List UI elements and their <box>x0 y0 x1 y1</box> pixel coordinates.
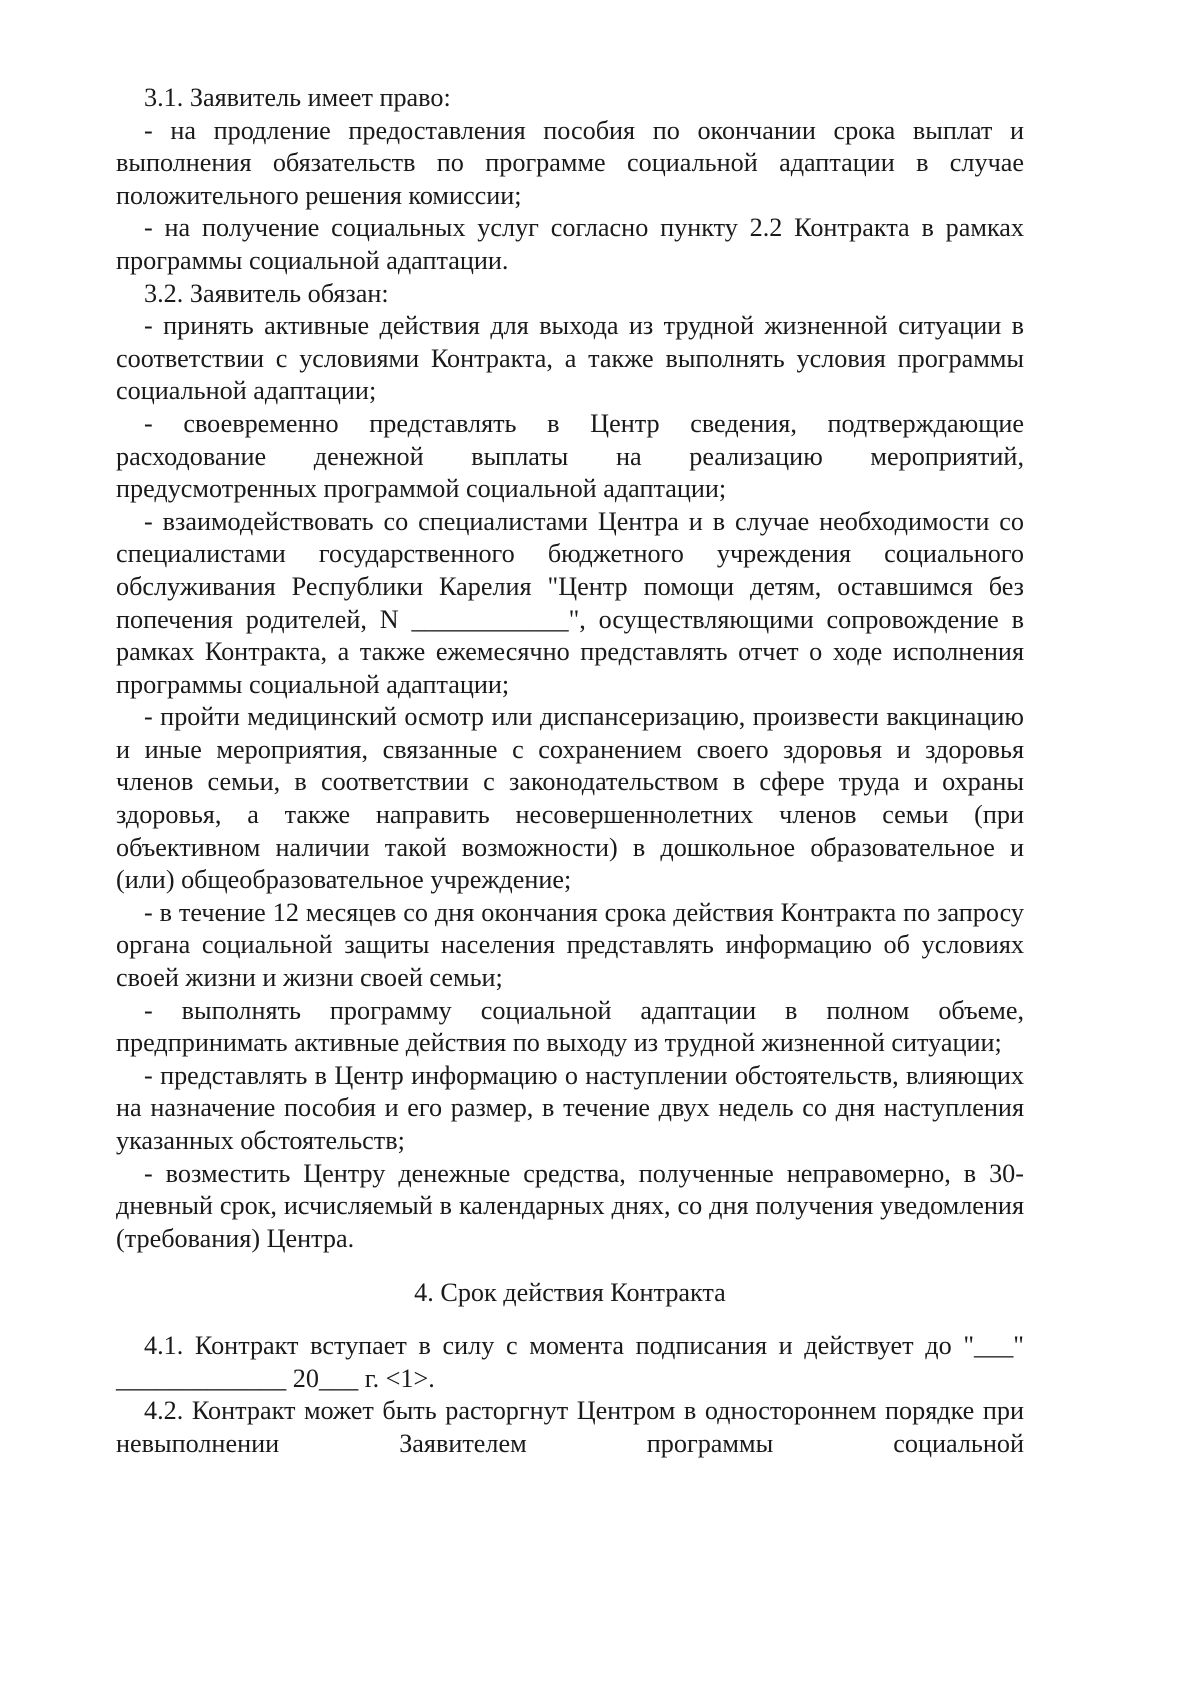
clause-4-1: 4.1. Контракт вступает в силу с момента подписания и действует до "___" _____________ 20___ г. <1>. <box>116 1330 1024 1393</box>
clause-4-2: 4.2. Контракт может быть расторгнут Центром в одностороннем порядке при невыполнении Заявителем программы социальной <box>116 1396 1024 1458</box>
clause-3-2-item-notify: - представлять в Центр информацию о наступлении обстоятельств, влияющих на назначение пособия и его размер, в течение двух недель со дня наступления указанных обстоятельств; <box>116 1060 1024 1155</box>
clause-3-2-item-program: - выполнять программу социальной адаптации в полном объеме, предпринимать активные действия по выходу из трудной жизненной ситуации; <box>116 995 1024 1058</box>
clause-3-2-item-cooperation: - взаимодействовать со специалистами Центра и в случае необходимости со специалистами государственного бюджетного учреждения социального обслуживания Республики Карелия "Центр помощи детям, оставшимся без попечения родителей, N ____________", осуществляющими сопровождение в рамках Контракта, а также ежемесячно представлять отчет о ходе исполнения программы социальной адаптации; <box>116 506 1024 699</box>
clause-3-2-item-refund: - возместить Центру денежные средства, полученные неправомерно, в 30-дневный срок, исчисляемый в календарных днях, со дня получения уведомления (требования) Центра. <box>116 1158 1024 1253</box>
clause-3-2-title: 3.2. Заявитель обязан: <box>144 278 389 308</box>
document-page <box>116 82 1024 1460</box>
clause-3-2-item-information: - в течение 12 месяцев со дня окончания срока действия Контракта по запросу органа социальной защиты населения представлять информацию об условиях своей жизни и жизни своей семьи; <box>116 897 1024 993</box>
clause-3-1-title: 3.1. Заявитель имеет право: <box>144 83 451 112</box>
clause-3-2-item-medical: - пройти медицинский осмотр или диспансеризацию, произвести вакцинацию и иные мероприятия, связанные с сохранением своего здоровья и здоровья членов семьи, в соответствии с законодательством в сфере труда и охраны здоровья, а также направить несовершеннолетних членов семьи (при объективном наличии такой возможности) в дошкольное образовательное и (или) общеобразовательное учреждение; <box>116 702 1024 895</box>
clause-3-1-item-services: - на получение социальных услуг согласно пункту 2.2 Контракта в рамках программы социальной адаптации. <box>116 213 1024 275</box>
clause-3-2-item-actions: - принять активные действия для выхода из трудной жизненной ситуации в соответствии с условиями Контракта, а также выполнять условия программы социальной адаптации; <box>116 311 1024 406</box>
clause-3-1-item-extension: - на продление предоставления пособия по окончании срока выплат и выполнения обязательств по программе социальной адаптации в случае положительного решения комиссии; <box>116 115 1024 210</box>
clause-3-2-item-reporting: - своевременно представлять в Центр сведения, подтверждающие расходование денежной выплаты на реализацию мероприятий, предусмотренных программой социальной адаптации; <box>116 408 1024 504</box>
section-4-heading: 4. Срок действия Контракта <box>414 1278 726 1308</box>
